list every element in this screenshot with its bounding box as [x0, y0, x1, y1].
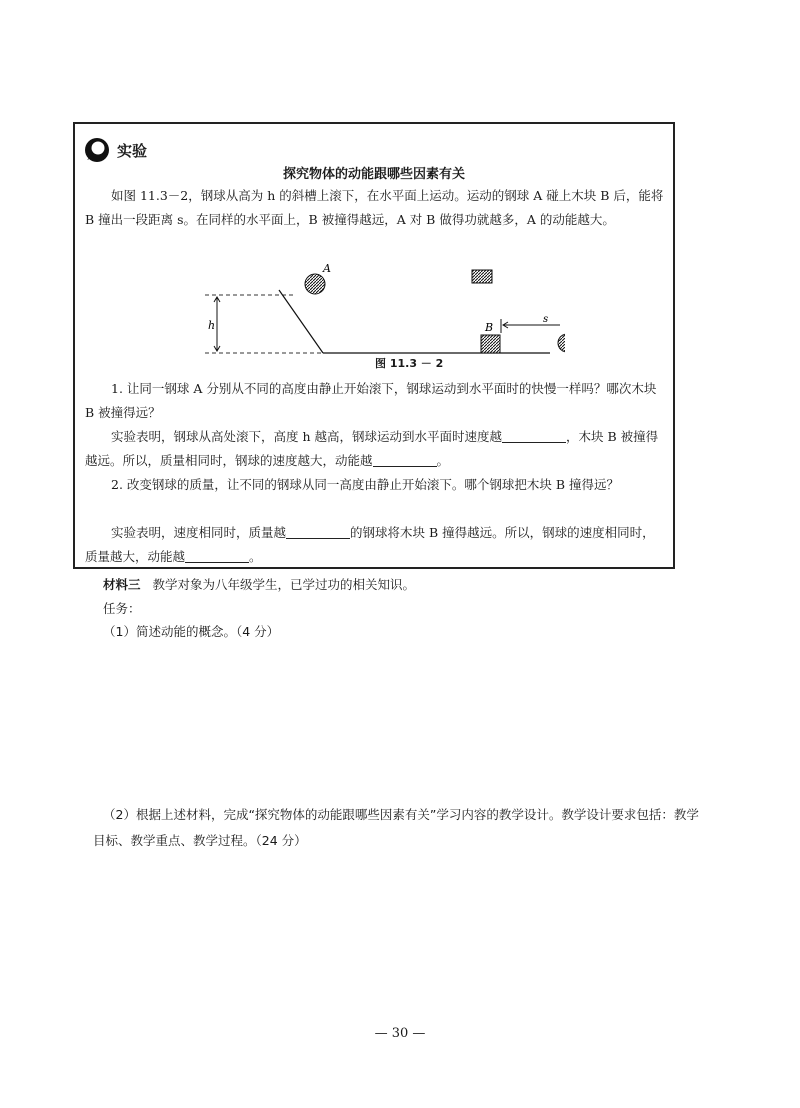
blank-4[interactable] — [185, 548, 249, 563]
label-b: B — [485, 321, 494, 334]
figure-11-3-2 — [205, 257, 565, 370]
question-2: 2. 改变钢球的质量，让不同的钢球从同一高度由静止开始滚下。哪个钢球把木块 B 撞得远？ — [111, 477, 620, 492]
steel-ball-a — [305, 274, 325, 294]
experiment-intro: 如图 11.3－2，钢球从高为 h 的斜槽上滚下，在水平面上运动。运动的钢球 A 碰上木块 B 后，能将 B 撞出一段距离 s。在同样的水平面上，B 被撞得越远，A 对 B 做得功就越多，A 的动能越大。 — [85, 188, 664, 227]
question-1: 1. 让同一钢球 A 分别从不同的高度由静止开始滚下，钢球运动到水平面时的快慢一样吗？哪次木块 B 被撞得远？ — [85, 381, 657, 420]
blank-3[interactable] — [286, 524, 350, 539]
experiment-box — [73, 122, 675, 569]
ball-after-collision — [558, 334, 565, 352]
task-label: 任务： — [103, 601, 141, 616]
answer-1: 实验表明，钢球从高处滚下，高度 h 越高，钢球运动到水平面时速度越 ，木块 B 被撞得越远。所以，质量相同时，钢球的速度越大，动能越 。 — [85, 429, 659, 468]
figure-caption: 图 11.3 － 2 — [375, 357, 444, 370]
material-3-text: 教学对象为八年级学生，已学过功的相关知识。 — [152, 577, 415, 592]
block-b-side-view — [472, 270, 492, 283]
material-3-label: 材料三 — [103, 577, 141, 592]
label-a: A — [323, 262, 331, 275]
blank-1[interactable] — [502, 428, 566, 443]
task-item-2: （2）根据上述材料，完成“探究物体的动能跟哪些因素有关”学习内容的教学设计。教学设计要求包括：教学目标、教学重点、教学过程。（24 分） — [93, 807, 699, 848]
experiment-icon — [83, 136, 111, 164]
label-s: s — [543, 314, 549, 325]
experiment-title: 探究物体的动能跟哪些因素有关 — [282, 167, 465, 182]
block-b — [481, 335, 500, 353]
task-item-1: （1）简述动能的概念。（4 分） — [103, 624, 280, 639]
experiment-header — [83, 136, 147, 164]
page-number: — 30 — — [374, 1026, 426, 1041]
experiment-label: 实验 — [117, 141, 148, 160]
experiment-diagram — [205, 257, 565, 357]
answer-2: 实验表明，速度相同时，质量越 的钢球将木块 B 撞得越远。所以，钢球的速度相同时，质量越大，动能越 。 — [85, 525, 655, 564]
material-3 — [103, 574, 415, 596]
blank-2[interactable] — [373, 452, 437, 467]
slope-line — [279, 290, 323, 353]
label-h: h — [208, 319, 216, 332]
